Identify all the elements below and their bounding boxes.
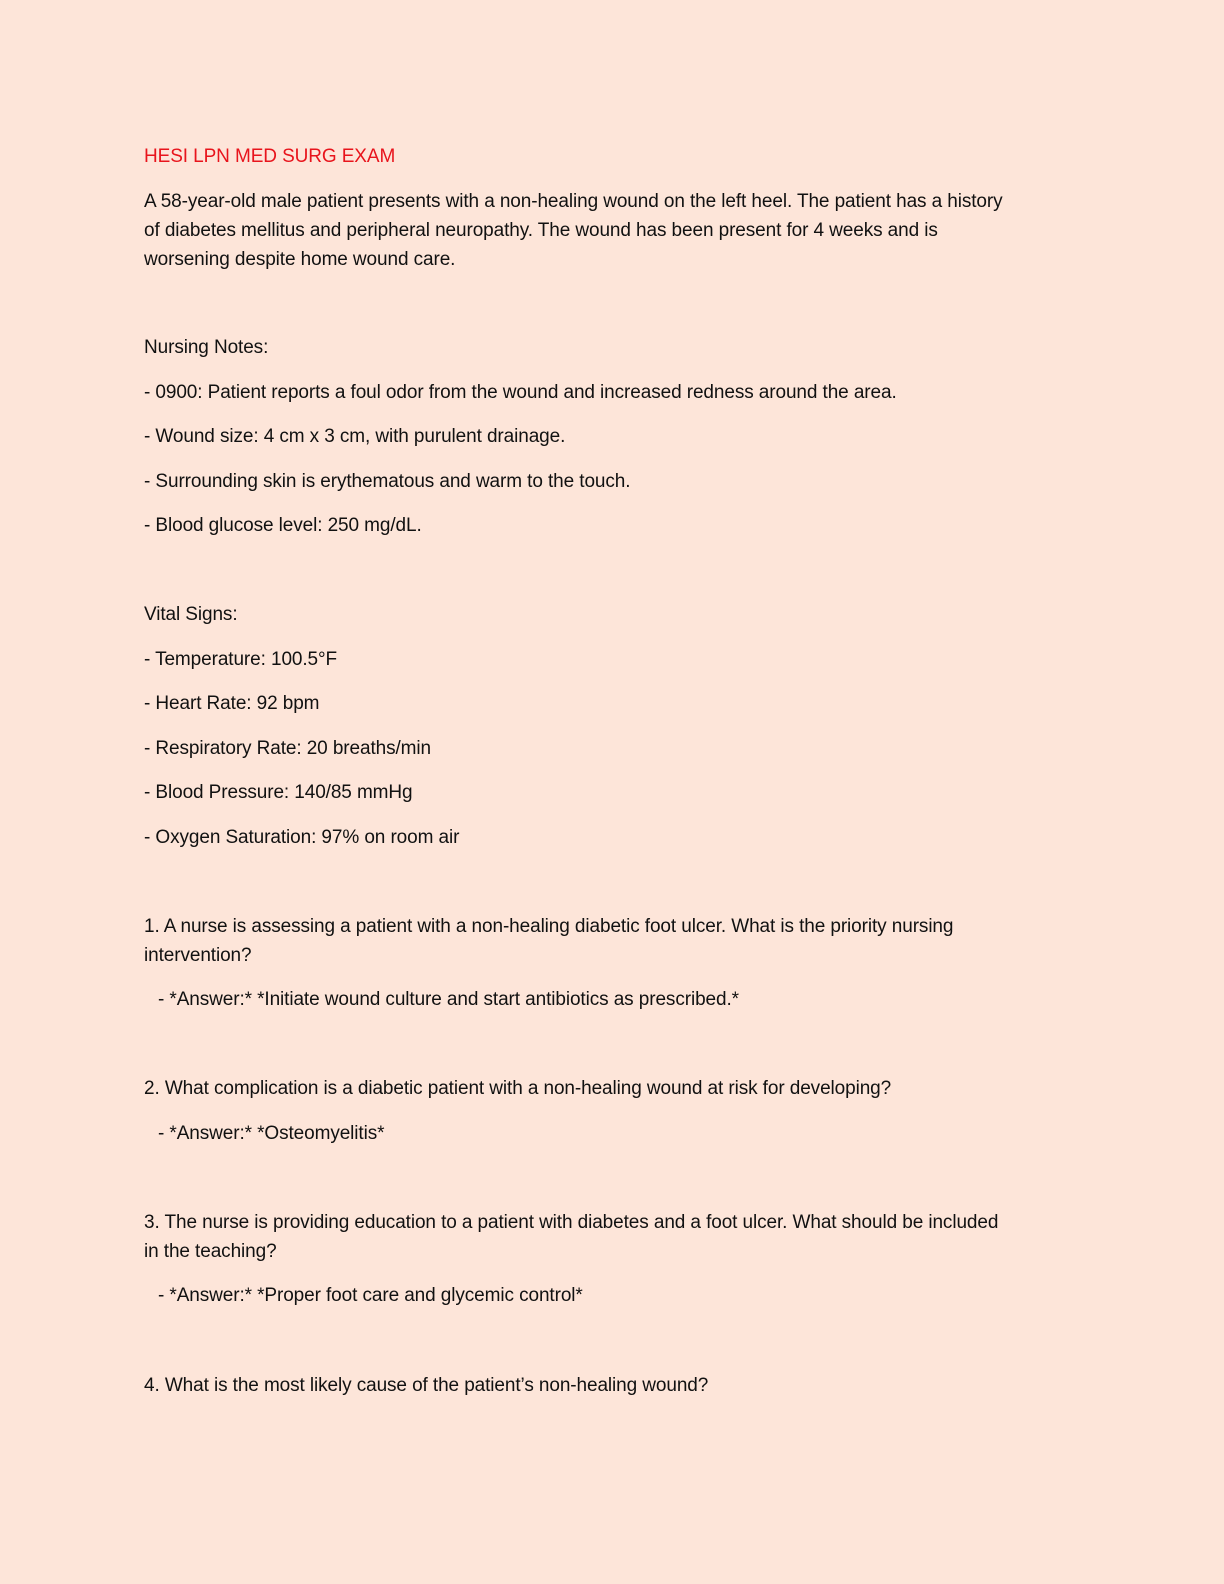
- vital-sign-item: - Respiratory Rate: 20 breaths/min: [144, 738, 431, 759]
- question-1-line: intervention?: [144, 945, 252, 966]
- intro-line: of diabetes mellitus and peripheral neuropathy. The wound has been present for 4 weeks and is: [144, 220, 938, 241]
- document-page: [144, 0, 1084, 1584]
- question-1-line: 1. A nurse is assessing a patient with a non-healing diabetic foot ulcer. What is the priority nursing: [144, 916, 954, 937]
- question-3-line: in the teaching?: [144, 1241, 277, 1262]
- question-3-answer: - *Answer:* *Proper foot care and glycemic control*: [158, 1285, 583, 1306]
- question-3-line: 3. The nurse is providing education to a patient with diabetes and a foot ulcer. What should be included: [144, 1212, 999, 1233]
- question-2-answer: - *Answer:* *Osteomyelitis*: [158, 1123, 385, 1144]
- vital-sign-item: - Blood Pressure: 140/85 mmHg: [144, 782, 413, 803]
- intro-line: A 58-year-old male patient presents with a non-healing wound on the left heel. The patient has a history: [144, 191, 1003, 212]
- vital-sign-item: - Temperature: 100.5°F: [144, 649, 338, 670]
- question-4-line: 4. What is the most likely cause of the patient’s non-healing wound?: [144, 1375, 709, 1396]
- question-1-answer: - *Answer:* *Initiate wound culture and start antibiotics as prescribed.*: [158, 989, 739, 1010]
- nursing-note-item: - Wound size: 4 cm x 3 cm, with purulent drainage.: [144, 426, 566, 447]
- document-title: HESI LPN MED SURG EXAM: [144, 146, 396, 167]
- vital-sign-item: - Oxygen Saturation: 97% on room air: [144, 827, 460, 848]
- nursing-note-item: - 0900: Patient reports a foul odor from the wound and increased redness around the area.: [144, 382, 897, 403]
- nursing-note-item: - Surrounding skin is erythematous and warm to the touch.: [144, 471, 631, 492]
- vital-sign-item: - Heart Rate: 92 bpm: [144, 693, 320, 714]
- question-2-line: 2. What complication is a diabetic patient with a non-healing wound at risk for developing?: [144, 1078, 892, 1099]
- intro-line: worsening despite home wound care.: [144, 249, 456, 270]
- nursing-note-item: - Blood glucose level: 250 mg/dL.: [144, 515, 422, 536]
- vital-signs-heading: Vital Signs:: [144, 604, 238, 625]
- nursing-notes-heading: Nursing Notes:: [144, 337, 269, 358]
